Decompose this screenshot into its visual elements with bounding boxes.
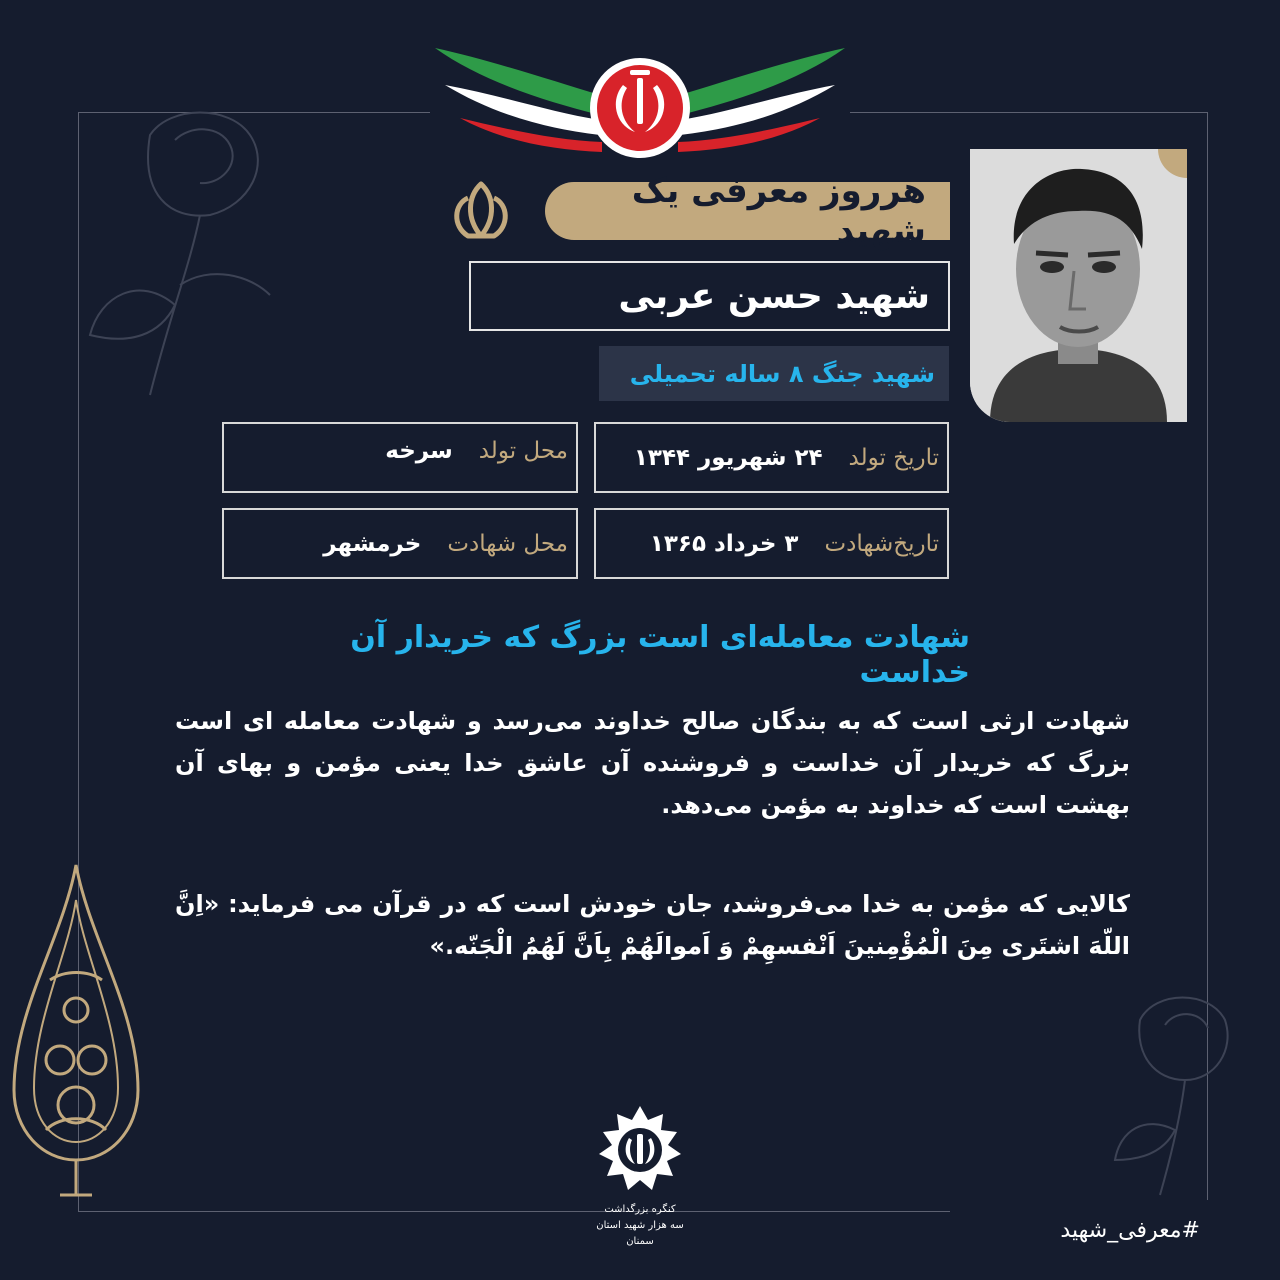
martyrdom-date-label: تاریخ‌شهادت [824,530,939,557]
martyr-name-box [469,261,950,331]
martyr-portrait [970,149,1187,422]
iran-emblem-icon [430,40,850,160]
hashtag: #معرفی_شهید [1060,1218,1200,1243]
birth-date-value: ۲۴ شهریور ۱۳۴۴ [633,444,823,471]
birth-place-box [222,422,578,493]
logo-line-2: سه هزار شهید استان سمنان [596,1220,684,1247]
congress-logo [585,1098,695,1248]
martyrdom-place-value: خرمشهر [323,530,422,557]
martyr-category-box [599,346,949,401]
birth-place-value: سرخه [385,438,453,464]
birth-date-label: تاریخ تولد [848,444,939,471]
birth-place-label: محل تولد [478,438,568,464]
martyrdom-place-label: محل شهادت [447,530,568,557]
birth-date-box [594,422,949,493]
congress-logo-icon [585,1098,695,1198]
series-title-badge [545,171,950,251]
rose-outline-icon [1100,980,1240,1200]
tulip-icon [446,178,516,244]
quote-paragraph-2: کالایی که مؤمن به خدا می‌فروشد، جان خودش است که در قرآن می فرماید: «اِنَّ اللّهَ اشتَری مِنَ الْمُؤْمِنینَ اَنْفسهِمْ وَ اَموالَهُمْ بِاَنَّ لَهُمُ الْجَنّه.» [175,890,1130,960]
logo-line-1: کنگره بزرگداشت [604,1204,676,1215]
martyrdom-date-value: ۳ خرداد ۱۳۶۵ [649,530,799,557]
ornament-icon [10,860,142,1205]
martyrdom-date-box [594,508,949,579]
rose-outline-icon [80,95,280,435]
martyr-name: شهید حسن عربی [618,275,930,317]
quote-title: شهادت معامله‌ای است بزرگ که خریدار آن خداست [350,620,970,690]
series-title: هرروز معرفی یک شهید [631,171,926,251]
martyrdom-place-box [222,508,578,579]
quote-paragraph-1: شهادت ارثی است که به بندگان صالح خداوند می‌رسد و شهادت معامله ای است بزرگ که خریدار آن خداست و فروشنده آن عاشق خدا یعنی مؤمن و بهای آن بهشت است که خداوند به مؤمن می‌دهد. [175,707,1130,819]
martyr-category: شهید جنگ ۸ ساله تحمیلی [629,359,935,388]
